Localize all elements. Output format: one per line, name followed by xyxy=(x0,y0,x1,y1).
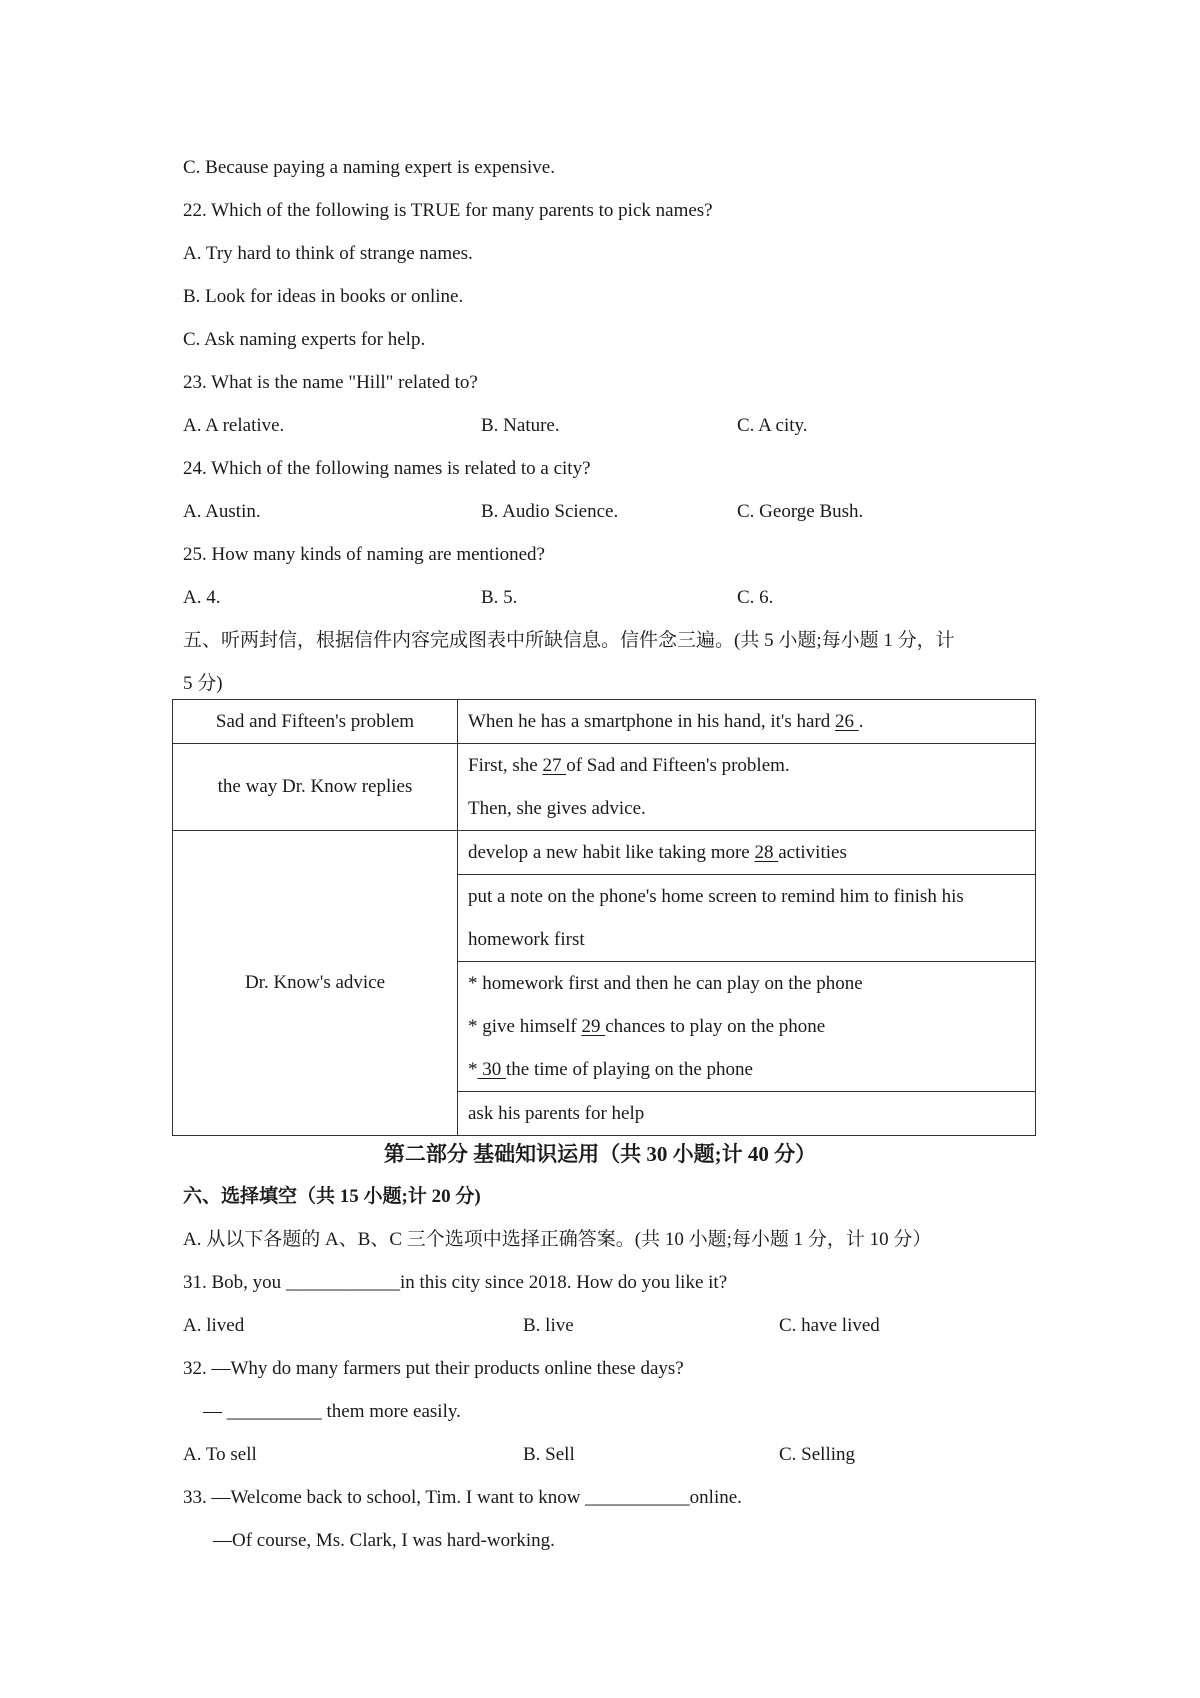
q23-option-c: C. A city. xyxy=(737,415,808,436)
q31-option-a: A. lived xyxy=(183,1315,245,1336)
section6-a-instruction: A. 从以下各题的 A、B、C 三个选项中选择正确答案。(共 10 小题;每小题 1 分，计 10 分） xyxy=(183,1229,932,1250)
replies-line2: Then, she gives advice. xyxy=(468,798,646,819)
q31-blank: ____________ xyxy=(285,1272,400,1293)
row-label-advice: Dr. Know's advice xyxy=(173,831,458,1136)
table-row xyxy=(173,744,1036,831)
q25-option-c: C. 6. xyxy=(737,587,774,608)
problem-text: When he has a smartphone in his hand, it's hard xyxy=(468,711,835,732)
q24-question: 24. Which of the following names is related to a city? xyxy=(183,458,591,479)
table-row xyxy=(173,700,1036,744)
advice1-text-end: activities xyxy=(778,842,847,863)
advice3-line3 xyxy=(468,1048,1025,1091)
q32-option-b: B. Sell xyxy=(523,1444,575,1465)
section5-instruction-line1: 五、听两封信，根据信件内容完成图表中所缺信息。信件念三遍。(共 5 小题;每小题 1 分，计 xyxy=(183,630,955,651)
problem-text-end: . xyxy=(858,711,864,732)
q22-option-a: A. Try hard to think of strange names. xyxy=(183,243,473,264)
replies-text: First, she xyxy=(468,755,543,776)
q32-option-a: A. To sell xyxy=(183,1444,257,1465)
replies-text-end: of Sad and Fifteen's problem. xyxy=(566,755,790,776)
q24-option-b: B. Audio Science. xyxy=(481,501,619,522)
advice3-line3-text-end: the time of playing on the phone xyxy=(506,1059,753,1080)
row-label-problem: Sad and Fifteen's problem xyxy=(173,700,458,744)
blank-27: 27 xyxy=(542,755,567,776)
q24-option-c: C. George Bush. xyxy=(737,501,864,522)
advice2-line1: put a note on the phone's home screen to remind him to finish his xyxy=(468,886,964,907)
letter-info-table xyxy=(172,699,1036,1136)
q22-question: 22. Which of the following is TRUE for many parents to pick names? xyxy=(183,200,713,221)
q31-option-b: B. live xyxy=(523,1315,574,1336)
q33-question: 33. —Welcome back to school, Tim. I want to know ___________online. xyxy=(183,1487,742,1508)
advice3-line2 xyxy=(468,1005,1025,1048)
q32-option-c: C. Selling xyxy=(779,1444,856,1465)
replies-cell xyxy=(458,744,1036,831)
advice-cell-2 xyxy=(458,875,1036,962)
q31-question xyxy=(183,1271,727,1295)
advice3-line2-text: * give himself xyxy=(468,1016,582,1037)
problem-cell xyxy=(458,700,1036,744)
q22-option-c: C. Ask naming experts for help. xyxy=(183,329,426,350)
q23-option-b: B. Nature. xyxy=(481,415,560,436)
blank-30: 30 xyxy=(477,1059,506,1080)
row-label-replies: the way Dr. Know replies xyxy=(173,744,458,831)
blank-26: 26 xyxy=(834,711,859,732)
advice3-line3-text: * xyxy=(468,1059,478,1080)
advice1-text: develop a new habit like taking more xyxy=(468,842,755,863)
q33-answer-line: —Of course, Ms. Clark, I was hard-working. xyxy=(213,1530,555,1551)
replies-line1 xyxy=(468,744,1025,787)
advice-cell-3 xyxy=(458,962,1036,1092)
blank-28: 28 xyxy=(754,842,779,863)
q23-option-a: A. A relative. xyxy=(183,415,285,436)
blank-29: 29 xyxy=(581,1016,606,1037)
q32-answer-line: — __________ them more easily. xyxy=(203,1401,461,1422)
q31-text: 31. Bob, you xyxy=(183,1272,286,1293)
section5-instruction-line2: 5 分) xyxy=(183,673,223,694)
q32-question: 32. —Why do many farmers put their products online these days? xyxy=(183,1358,684,1379)
q31-option-c: C. have lived xyxy=(779,1315,880,1336)
advice-cell-4: ask his parents for help xyxy=(458,1092,1036,1136)
q25-option-a: A. 4. xyxy=(183,587,221,608)
part2-title: 第二部分 基础知识运用（共 30 小题;计 40 分） xyxy=(383,1142,817,1166)
advice2-line2: homework first xyxy=(468,929,585,950)
q21-option-c: C. Because paying a naming expert is expensive. xyxy=(183,157,555,178)
q25-question: 25. How many kinds of naming are mentioned? xyxy=(183,544,545,565)
table-row xyxy=(173,831,1036,875)
advice3-line2-text-end: chances to play on the phone xyxy=(605,1016,826,1037)
q25-option-b: B. 5. xyxy=(481,587,518,608)
section6-title: 六、选择填空（共 15 小题;计 20 分) xyxy=(183,1186,481,1207)
q23-question: 23. What is the name "Hill" related to? xyxy=(183,372,478,393)
advice3-line1: * homework first and then he can play on the phone xyxy=(468,973,863,994)
advice-cell-1 xyxy=(458,831,1036,875)
q31-text-end: in this city since 2018. How do you like it? xyxy=(399,1272,728,1293)
q22-option-b: B. Look for ideas in books or online. xyxy=(183,286,464,307)
q24-option-a: A. Austin. xyxy=(183,501,261,522)
